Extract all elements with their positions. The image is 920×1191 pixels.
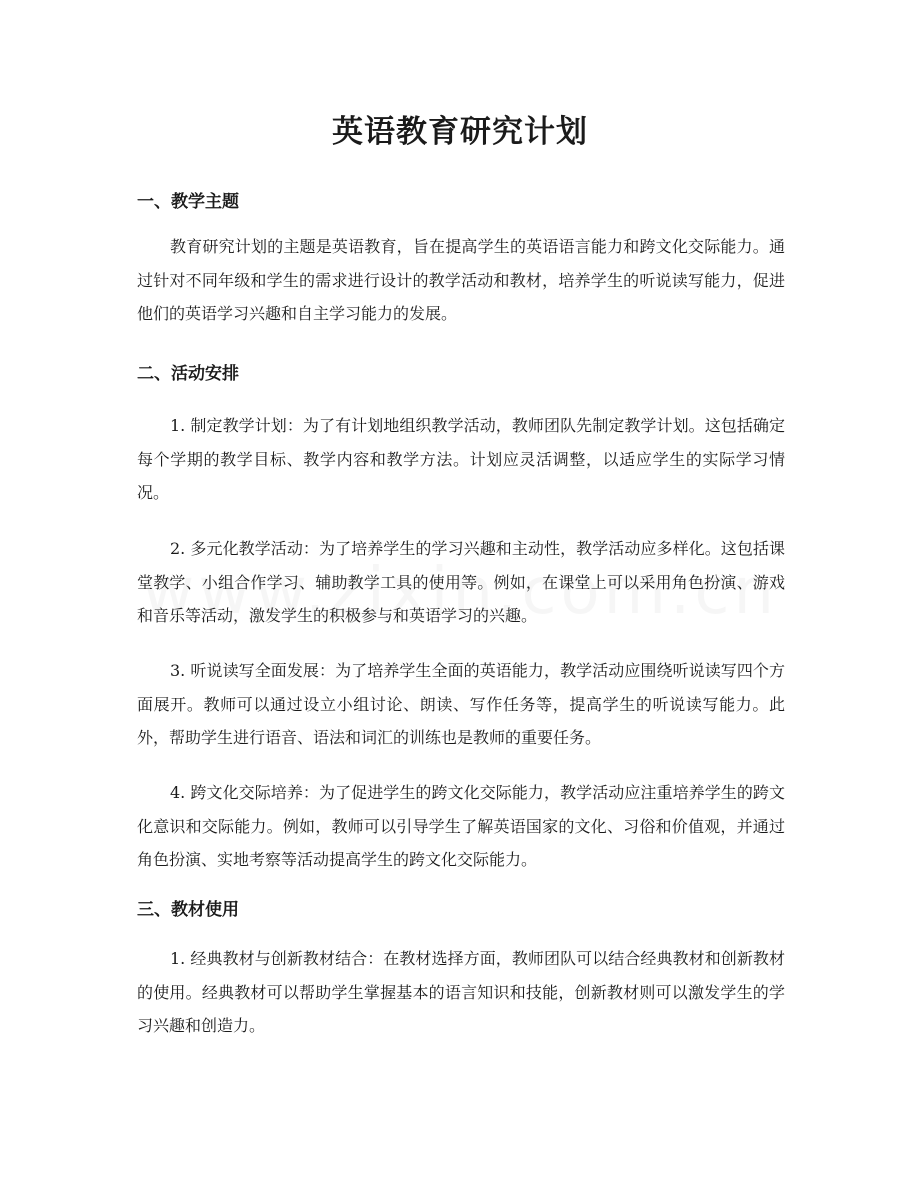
paragraph-textbook-1: 1. 经典教材与创新教材结合：在教材选择方面，教师团队可以结合经典教材和创新教材的使用。经典教材可以帮助学生掌握基本的语言知识和技能，创新教材则可以激发学生的学习兴趣和创造力。 bbox=[137, 949, 785, 1035]
section-heading-activity-arrangement: 二、活动安排 bbox=[137, 364, 239, 384]
section-heading-textbook-usage: 三、教材使用 bbox=[137, 900, 239, 920]
paragraph-activity-2: 2. 多元化教学活动：为了培养学生的学习兴趣和主动性，教学活动应多样化。这包括课堂教学、小组合作学习、辅助教学工具的使用等。例如，在课堂上可以采用角色扮演、游戏和音乐等活动，激发学生的积极参与和英语学习的兴趣。 bbox=[137, 539, 785, 625]
paragraph-activity-4: 4. 跨文化交际培养：为了促进学生的跨文化交际能力，教学活动应注重培养学生的跨文化意识和交际能力。例如，教师可以引导学生了解英语国家的文化、习俗和价值观，并通过角色扮演、实地考察等活动提高学生的跨文化交际能力。 bbox=[137, 783, 785, 869]
document-title: 英语教育研究计划 bbox=[332, 114, 588, 150]
paragraph-activity-3: 3. 听说读写全面发展：为了培养学生全面的英语能力，教学活动应围绕听说读写四个方面展开。教师可以通过设立小组讨论、朗读、写作任务等，提高学生的听说读写能力。此外，帮助学生进行语音、语法和词汇的训练也是教师的重要任务。 bbox=[137, 661, 785, 747]
paragraph-teaching-theme: 教育研究计划的主题是英语教育，旨在提高学生的英语语言能力和跨文化交际能力。通过针对不同年级和学生的需求进行设计的教学活动和教材，培养学生的听说读写能力，促进他们的英语学习兴趣和自主学习能力的发展。 bbox=[137, 237, 785, 323]
paragraph-activity-1: 1. 制定教学计划：为了有计划地组织教学活动，教师团队先制定教学计划。这包括确定每个学期的教学目标、教学内容和教学方法。计划应灵活调整，以适应学生的实际学习情况。 bbox=[137, 416, 785, 502]
section-heading-teaching-theme: 一、教学主题 bbox=[137, 192, 239, 212]
